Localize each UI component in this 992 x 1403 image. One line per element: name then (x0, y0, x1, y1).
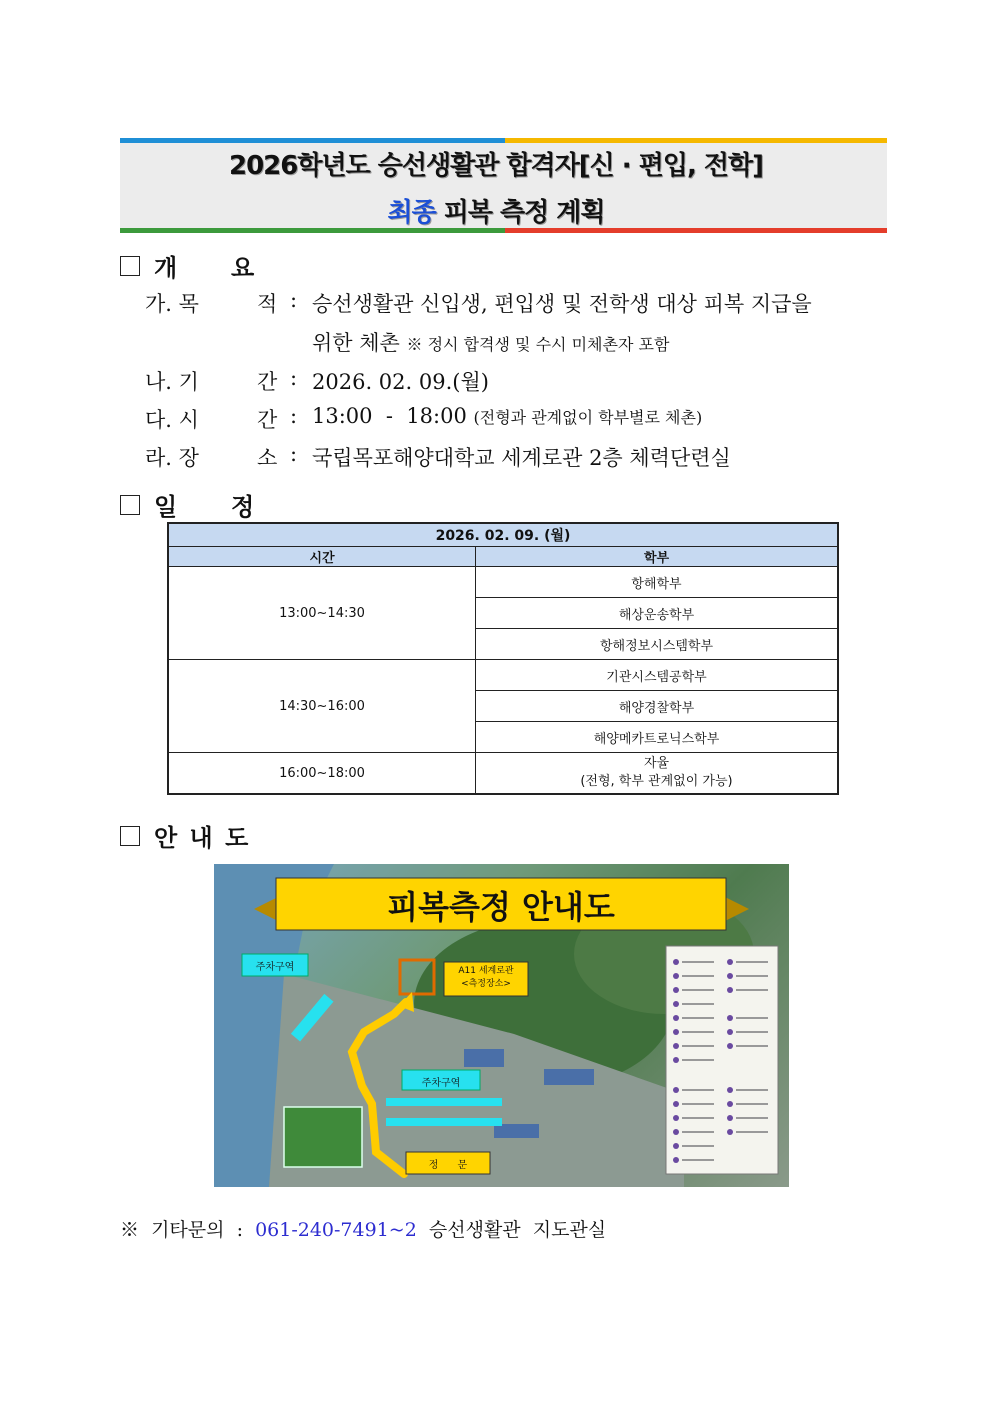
page-title-line2 (0, 192, 992, 229)
time-slot-cell: 16:00~18:00 (168, 753, 476, 795)
checkbox-square-icon (120, 256, 140, 276)
row-value (312, 327, 669, 357)
contact-footer (120, 1215, 606, 1242)
dept-cell: 기관시스템공학부 (476, 660, 839, 691)
row-key-end: 적 (257, 292, 278, 316)
table-header-row (168, 547, 838, 567)
map-gate-label: 정 문 (428, 1160, 468, 1171)
map-parking-label: 주차구역 (255, 962, 295, 973)
dept-cell: 항해정보시스템학부 (476, 629, 839, 660)
contact-suffix: 승선생활관 지도관실 (416, 1219, 607, 1241)
contact-prefix: ※ 기타문의 : (120, 1219, 256, 1241)
map-building-name: A11 세계로관 (458, 966, 514, 976)
row-key: 나. 기 (145, 370, 199, 394)
row-key: 다. 시 (145, 408, 199, 432)
time-slot-cell: 14:30~16:00 (168, 660, 476, 753)
dept-free-note: (전형, 학부 관계없이 가능) (580, 774, 733, 789)
section-overview-label: 개 요 (154, 254, 257, 282)
campus-map-image (214, 864, 789, 1187)
time-note: (전형과 관계없이 학부별로 체촌) (473, 408, 703, 427)
dept-cell: 해상운송학부 (476, 598, 839, 629)
section-schedule (120, 487, 256, 522)
page-title-line1: 2026학년도 승선생활관 합격자[신 · 편입, 전학] (229, 151, 763, 181)
title-accent: 최종 (387, 198, 436, 228)
row-key: 라. 장 (145, 446, 199, 470)
table-date: 2026. 02. 09. (월) (168, 523, 838, 547)
contact-phone: 061-240-7491~2 (255, 1219, 417, 1241)
col-header-time: 시간 (168, 547, 476, 567)
col-header-dept: 학부 (476, 547, 839, 567)
row-key: 가. 목 (145, 292, 199, 316)
table-row (168, 660, 838, 691)
row-colon: : (290, 404, 298, 428)
row-colon: : (290, 442, 298, 466)
row-value: 승선생활관 신입생, 편입생 및 전학생 대상 피복 지급을 (312, 292, 812, 316)
title-rest: 피복 측정 계획 (435, 198, 605, 228)
dept-cell: 해양메카트로닉스학부 (476, 722, 839, 753)
purpose-note: ※ 정시 합격생 및 수시 미체촌자 포함 (406, 335, 670, 354)
table-row (168, 753, 838, 795)
map-parking-label: 주차구역 (421, 1078, 461, 1089)
table-date-row (168, 523, 838, 547)
section-overview (120, 248, 256, 283)
row-key-end: 소 (257, 446, 278, 470)
section-map-label: 안 내 도 (154, 824, 251, 852)
checkbox-square-icon (120, 495, 140, 515)
table-row (168, 567, 838, 598)
section-schedule-label: 일 정 (154, 493, 257, 521)
map-banner-title: 피복측정 안내도 (387, 888, 615, 926)
dept-cell: 항해학부 (476, 567, 839, 598)
row-colon: : (290, 366, 298, 390)
row-value: 국립목포해양대학교 세계로관 2층 체력단련실 (312, 446, 731, 470)
checkbox-square-icon (120, 826, 140, 846)
title-bar-top-right (505, 138, 887, 143)
schedule-table (167, 522, 839, 795)
map-building-sub: <측정장소> (461, 979, 511, 989)
row-value (312, 404, 702, 428)
time-slot-cell: 13:00~14:30 (168, 567, 476, 660)
row-value-text: 13:00 - 18:00 (312, 404, 467, 428)
dept-cell-free (476, 753, 839, 795)
dept-cell: 해양경찰학부 (476, 691, 839, 722)
dept-free-label: 자율 (643, 756, 670, 771)
title-bar-top-left (120, 138, 505, 143)
row-colon: : (290, 288, 298, 312)
row-key-end: 간 (257, 370, 278, 394)
section-map (120, 818, 250, 853)
row-value-text: 위한 체촌 (312, 331, 400, 355)
row-key-end: 간 (257, 408, 278, 432)
map-building-label (444, 965, 528, 991)
row-value: 2026. 02. 09.(월) (312, 370, 489, 394)
